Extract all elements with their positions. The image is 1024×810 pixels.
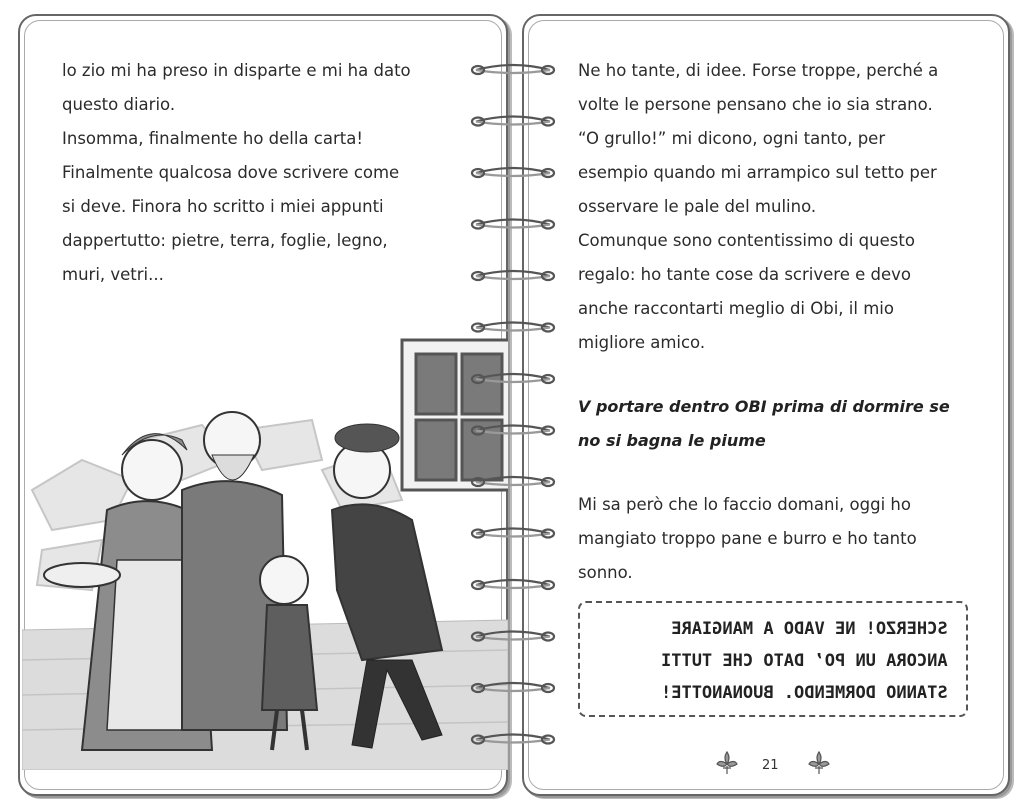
- spiral-ring: [476, 65, 550, 70]
- spiral-ring: [476, 168, 550, 173]
- text-line: Mi sa però che lo faccio domani, oggi ho: [578, 495, 911, 514]
- text-line: dappertutto: pietre, terra, foglie, legno,: [62, 231, 388, 250]
- text-line: sonno.: [578, 563, 633, 582]
- text-line: osservare le pale del mulino.: [578, 197, 817, 216]
- left-page-text: [62, 54, 411, 292]
- fleur-de-lis-icon: [806, 750, 832, 776]
- text-line: Ne ho tante, di idee. Forse troppe, perché a: [578, 61, 939, 80]
- text-line: “O grullo!” mi dicono, ogni tanto, per: [578, 129, 886, 148]
- spiral-ring: [476, 220, 550, 225]
- text-line: migliore amico.: [578, 333, 706, 352]
- spiral-ring-back: [476, 173, 550, 176]
- family-illustration: [22, 330, 508, 770]
- text-line: Insomma, finalmente ho della carta!: [62, 129, 363, 148]
- mirror-line: ANCORA UN PO’ DATO CHE TUTTI: [661, 651, 948, 671]
- text-line: lo zio mi ha preso in disparte e mi ha dato: [62, 61, 411, 80]
- text-line: Comunque sono contentissimo di questo: [578, 231, 915, 250]
- text-line: questo diario.: [62, 95, 176, 114]
- mirror-line: STANNO DORMENDO. BUONANOTTE!: [661, 683, 948, 703]
- spiral-ring-back: [476, 740, 550, 743]
- spiral-ring-back: [476, 122, 550, 125]
- spiral-ring-back: [476, 276, 550, 279]
- text-line: Finalmente qualcosa dove scrivere come: [62, 163, 400, 182]
- spiral-ring-back: [476, 637, 550, 640]
- spiral-ring: [476, 683, 550, 688]
- text-line: anche raccontarti meglio di Obi, il mio: [578, 299, 894, 318]
- fleur-de-lis-icon: [714, 750, 740, 776]
- text-line: mangiato troppo pane e burro e ho tanto: [578, 529, 917, 548]
- spiral-ring: [476, 426, 550, 431]
- spiral-ring: [476, 735, 550, 740]
- spiral-ring: [476, 323, 550, 328]
- mirror-line: SCHERZO! NE VADO A MANGIARE: [671, 619, 948, 639]
- spiral-ring-back: [476, 225, 550, 228]
- spiral-ring: [476, 271, 550, 276]
- spiral-ring-back: [476, 379, 550, 382]
- spiral-ring: [476, 117, 550, 122]
- spiral-ring-back: [476, 328, 550, 331]
- mirror-writing: [661, 613, 948, 709]
- mirror-writing-box: [578, 601, 968, 717]
- note-line: no si bagna le piume: [578, 431, 766, 450]
- spiral-binding: [468, 40, 558, 770]
- spiral-ring-back: [476, 70, 550, 73]
- spiral-ring: [476, 529, 550, 534]
- spiral-ring: [476, 632, 550, 637]
- text-line: regalo: ho tante cose da scrivere e devo: [578, 265, 911, 284]
- spiral-ring-back: [476, 585, 550, 588]
- spiral-ring-back: [476, 534, 550, 537]
- text-line: muri, vetri...: [62, 265, 164, 284]
- page-number: 21: [762, 758, 779, 773]
- right-page-text: [578, 54, 938, 360]
- text-line: si deve. Finora ho scritto i miei appunti: [62, 197, 384, 216]
- text-line: volte le persone pensano che io sia strano.: [578, 95, 933, 114]
- spiral-ring-back: [476, 482, 550, 485]
- spiral-ring-back: [476, 688, 550, 691]
- spiral-ring-back: [476, 431, 550, 434]
- spiral-ring: [476, 580, 550, 585]
- spiral-ring: [476, 374, 550, 379]
- text-line: esempio quando mi arrampico sul tetto per: [578, 163, 937, 182]
- spiral-ring: [476, 477, 550, 482]
- handwritten-note: [578, 390, 950, 458]
- right-page-text-2: [578, 488, 917, 590]
- note-line: V portare dentro OBI prima di dormire se: [578, 397, 950, 416]
